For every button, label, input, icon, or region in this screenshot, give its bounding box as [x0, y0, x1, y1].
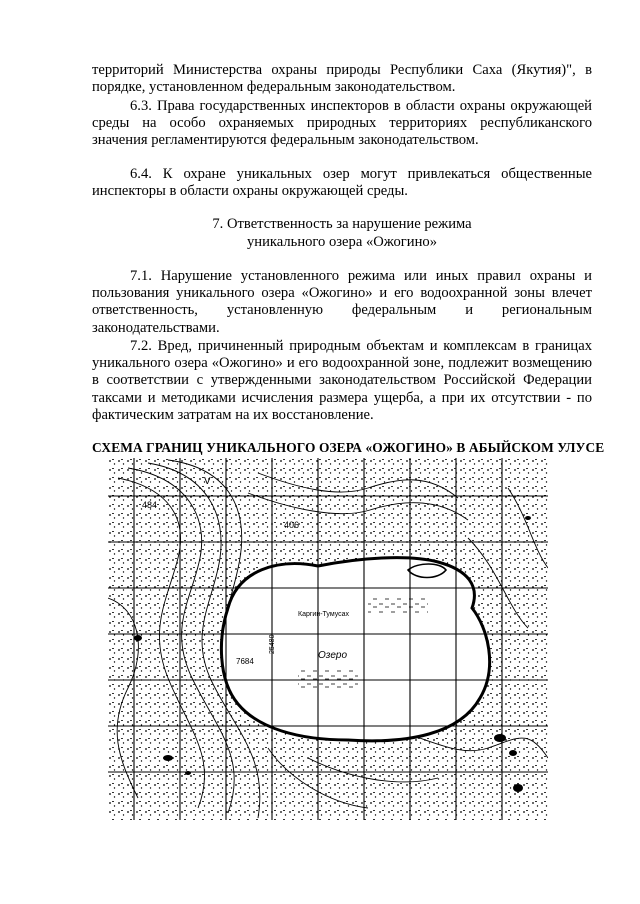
section-7-heading: [92, 216, 592, 251]
grid-number-label: 7684: [236, 657, 254, 666]
lake-boundary-map: [108, 458, 548, 820]
paragraph-6-3: 6.3. Права государственных инспекторов в области охраны окружающей среды на особо охраняемых природных территориях республиканского значения регламентируются федеральным законодательством.: [92, 98, 592, 149]
section-7-heading-line-2: уникального озера «Ожогино»: [246, 233, 438, 250]
paragraph-7-2: 7.2. Вред, причиненный природным объектам и комплексам в границах уникального озера «Ожогино» и его водоохранной зоне, подлежит возмещению в соответствии с утвержденными законодательством Российской Федерации таксами и методиками исчисления размера ущерба, а при их отсутствии - по фактическим затратам на их восстановление.: [92, 338, 592, 423]
lake-ozhogino: [221, 558, 489, 741]
elevation-label-406: 406: [284, 520, 300, 530]
map-title: СХЕМА ГРАНИЦ УНИКАЛЬНОГО ОЗЕРА «ОЖОГИНО» В АБЫЙСКОМ УЛУСЕ: [92, 440, 605, 455]
settlement-label: Каргин-Тумусах: [298, 611, 350, 618]
grid-coordinate-label: 25480: [269, 634, 276, 654]
paragraph-7-1: 7.1. Нарушение установленного режима или иных правил охраны и пользования уникального озера «Ожогино» и его водоохранной зоны влечет ответственность, установленную федеральным и региональным законодательствами.: [92, 268, 592, 336]
elevation-label-484: 484: [142, 500, 158, 510]
grid-letter-label: V: [204, 476, 211, 487]
paragraph-6-4: 6.4. К охране уникальных озер могут привлекаться общественные инспекторы в области охраны окружающей среды.: [92, 166, 592, 200]
section-7-heading-line-1: 7. Ответственность за нарушение режима: [212, 216, 472, 232]
paragraph-continuation: территорий Министерства охраны природы Республики Саха (Якутия)", в порядке, установленном федеральным законодательством.: [92, 62, 592, 96]
lake-name-label: Озеро: [318, 650, 347, 661]
